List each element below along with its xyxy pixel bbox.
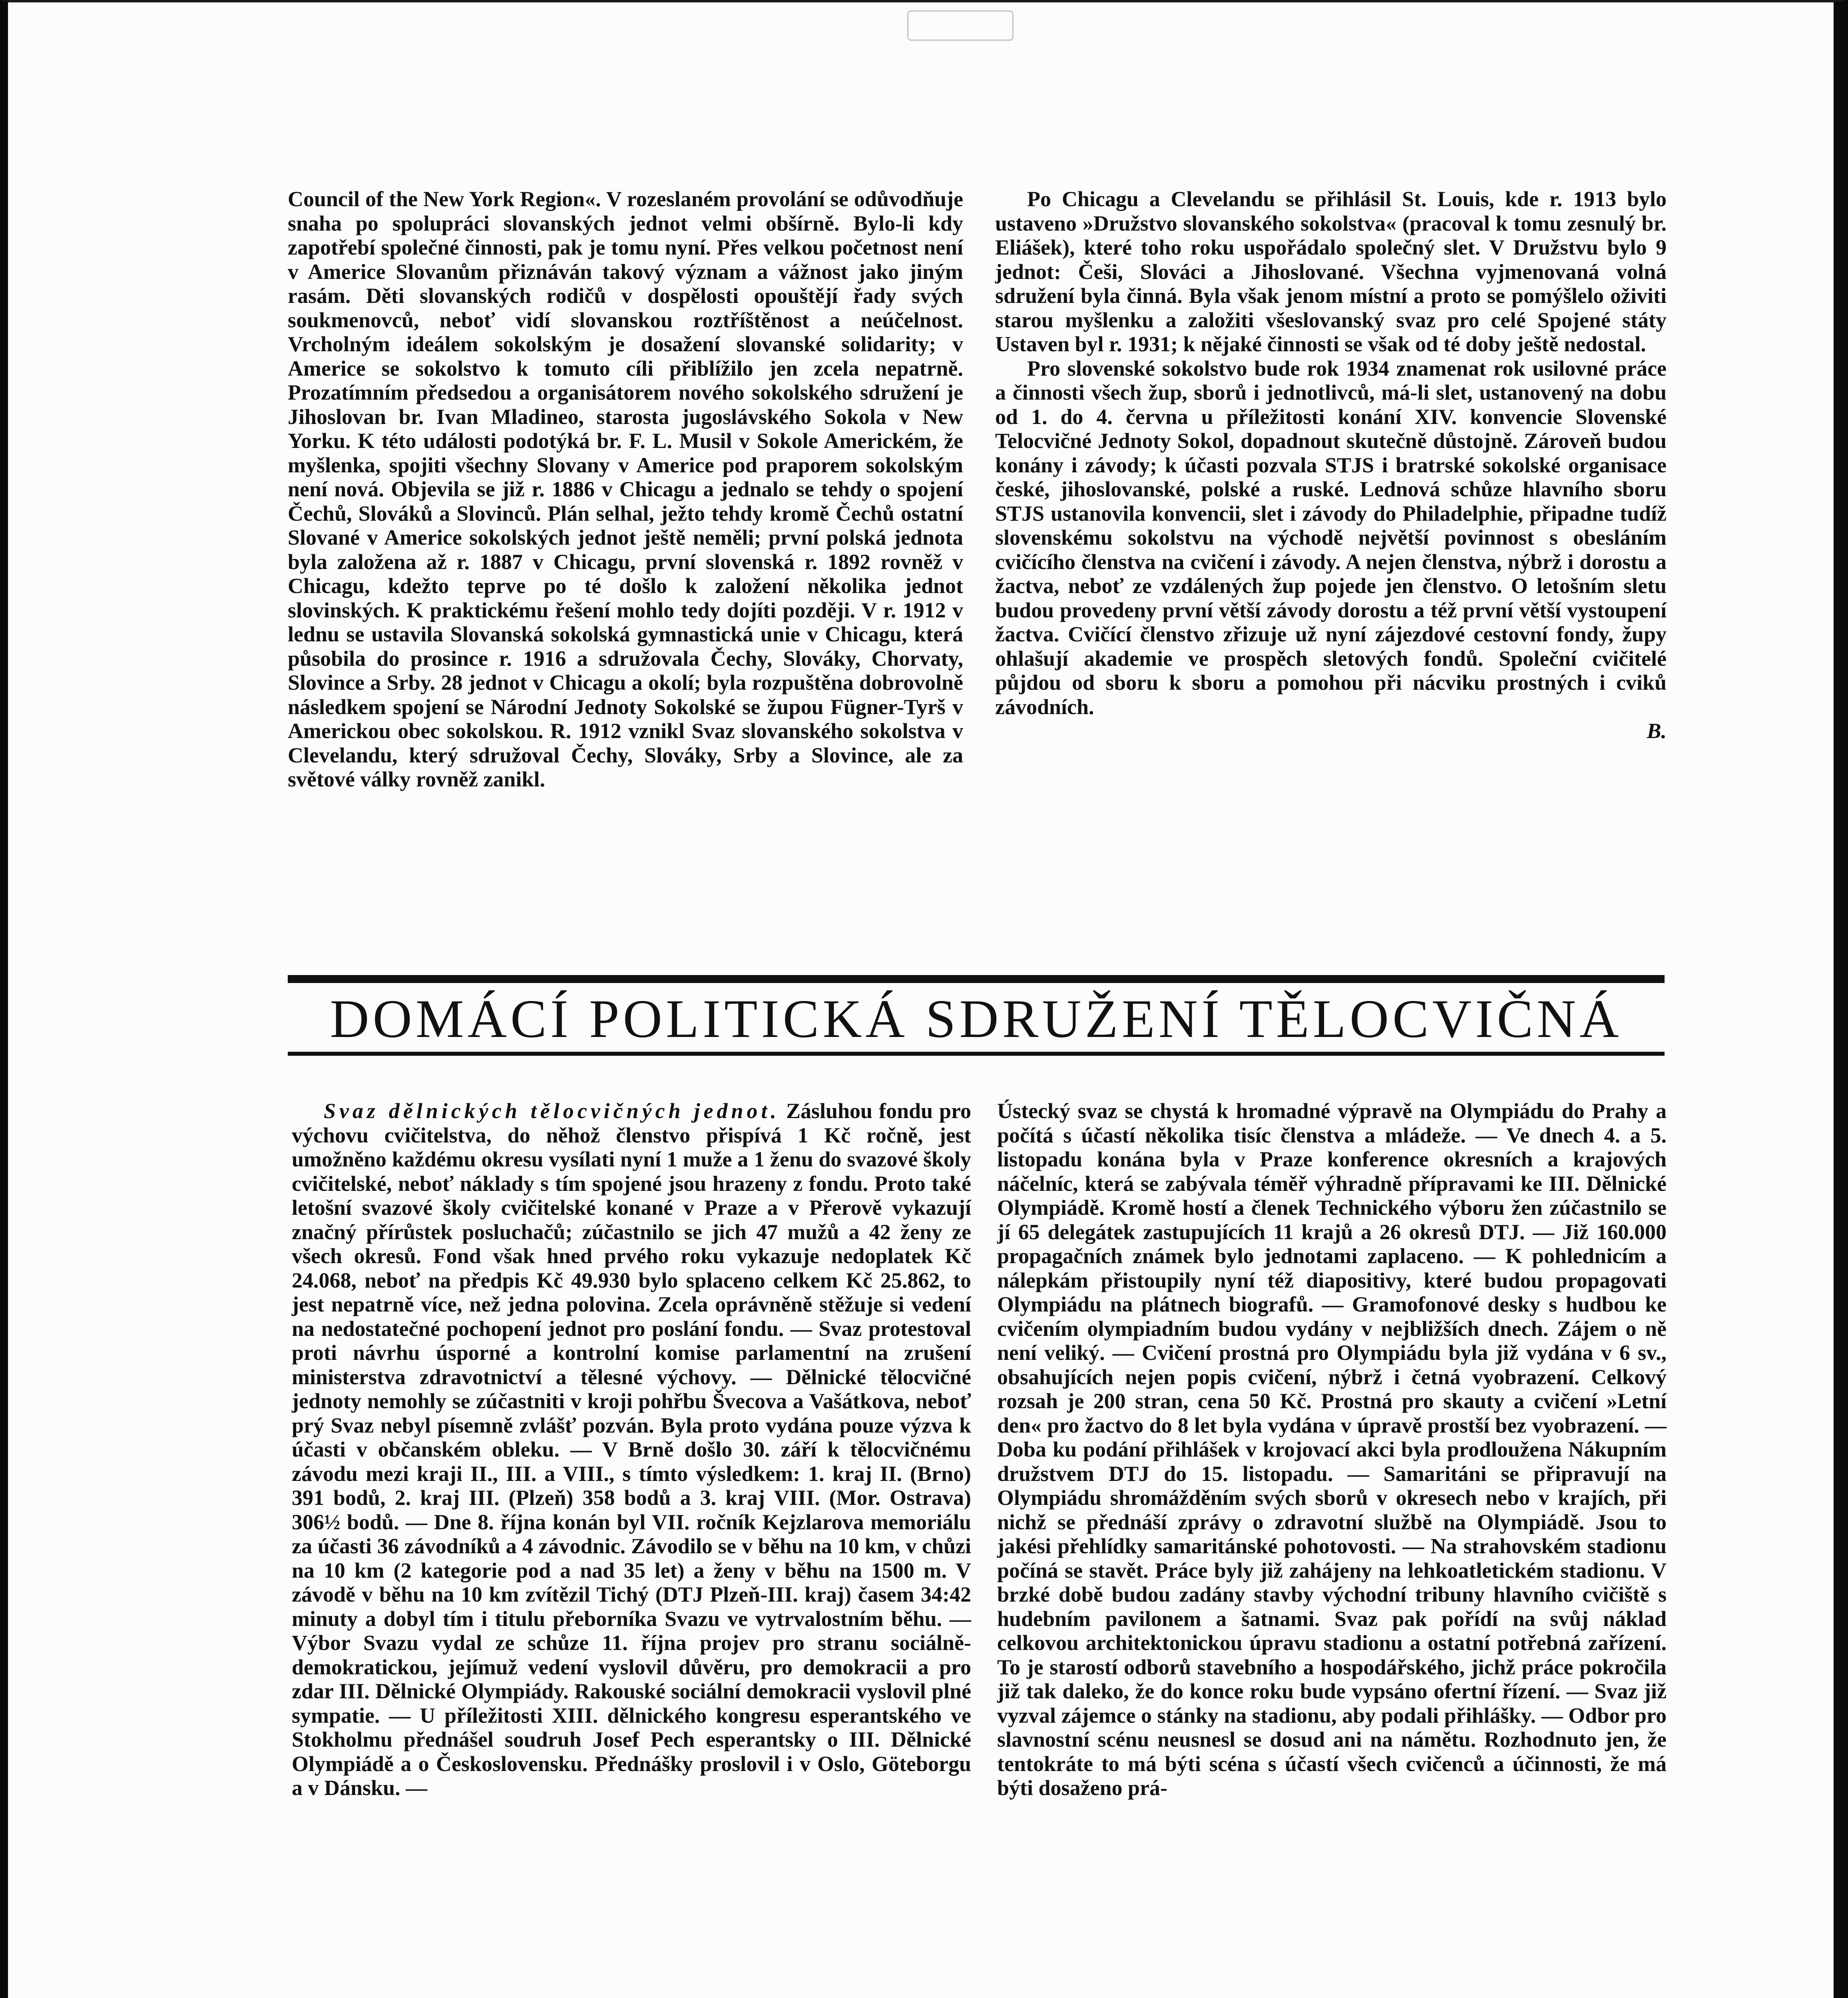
- article-signature: B.: [1647, 719, 1667, 743]
- article-paragraph-2: Pro slovenské sokolstvo bude rok 1934 znamenat rok usilovné práce a činnosti všech žup, sborů i jednotlivců, má-li slet, ustanovený na dobu od 1. do 4. června u příležitosti konání XIV. konvencie Slovenské Telocvičné Jednoty Sokol, dopadnout skutečně důstojně. Zároveň budou konány i závody; k účasti pozvala STJS i bratrské sokolské organisace české, jihoslovanské, polské a ruské. Lednová schůze hlavního sboru STJS ustanovila konvencii, slet i závody do Philadelphie, připadne tudíž slovenskému sokolstvu na východě největší povinnost s obesláním cvičícího členstva na cvičení i závody. A nejen členstva, nýbrž i dorostu a žactva, neboť ze vzdálených žup pojede jen členstvo. O letošním sletu budou provedeny první větší závody dorostu a též první větší vystoupení žactva. Cvičící členstvo zřizuje už nyní zájezdové cestovní fondy, župy ohlašují akademie ve prospěch sletových fondů. Společní cvičitelé půjdou od sboru k sboru a pomohou při nácviku prostných i cviků závodních.: [995, 356, 1667, 719]
- article-column-left: [288, 187, 963, 792]
- section-rule-bottom: [288, 1052, 1665, 1056]
- section-subheading: Svaz dělnických tělocvičných jednot.: [324, 1099, 780, 1123]
- section-column-right: [997, 1099, 1667, 1800]
- section-column-left: [292, 1099, 971, 1800]
- article-paragraph-1: Po Chicagu a Clevelandu se přihlásil St. Louis, kde r. 1913 bylo ustaveno »Družstvo slovanského sokolstva« (pracoval k tomu zesnulý br. Eliášek), které toho roku uspořádalo společný slet. V Družstvu bylo 9 jednot: Češi, Slováci a Jihoslované. Všechna vyjmenovaná volná sdružení byla činná. Byla však jenom místní a proto se pomýšlelo oživiti starou myšlenku a založiti všeslovanský svaz pro celé Spojené státy Ustaven byl r. 1931; k nějaké činnosti se však od té doby ještě nedostal.: [995, 187, 1667, 356]
- section-body-left: Zásluhou fondu pro výchovu cvičitelstva, do něhož členstvo přispívá 1 Kč ročně, jest umožněno každému okresu vysílati nyní 1 muže a 1 ženu do svazové školy cvičitelské, neboť náklady s tím spojené jsou hrazeny z fondu. Proto také letošní svazové školy cvičitelské konané v Praze a v Přerově vykazují značný přírůstek posluchačů; zúčastnilo se jich 47 mužů a 42 ženy ze všech okresů. Fond však hned prvého roku vykazuje nedoplatek Kč 24.068, neboť na předpis Kč 49.930 bylo splaceno celkem Kč 25.862, to jest nepatrně více, než jedna polovina. Zcela oprávněně stěžuje si vedení na nedostatečné pochopení jednot pro poslání fondu. — Svaz protestoval proti návrhu úsporné a kontrolní komise parlamentní na zrušení ministerstva zdravotnictví a tělesné výchovy. — Dělnické tělocvičné jednoty nemohly se zúčastniti v kroji pohřbu Švecova a Vašátkova, neboť prý Svaz nebyl písemně zvlášť pozván. Byla proto vydána pouze výzva k účasti v občanském obleku. — V Brně došlo 30. září k tělocvičnému závodu mezi kraji II., III. a VIII., s tímto výsledkem: 1. kraj II. (Brno) 391 bodů, 2. kraj III. (Plzeň) 358 bodů a 3. kraj VIII. (Mor. Ostrava) 306½ bodů. — Dne 8. října konán byl VII. ročník Kejzlarova memoriálu za účasti 36 závodníků a 4 závodnic. Závodilo se v běhu na 10 km, v chůzi na 10 km (2 kategorie pod a nad 35 let) a ženy v běhu na 1500 m. V závodě v běhu na 10 km zvítězil Tichý (DTJ Plzeň-III. kraj) časem 34:42 minuty a dobyl tím i titulu přeborníka Svazu ve vytrvalostním běhu. — Výbor Svazu vydal ze schůze 11. října projev pro stranu sociálně-demokratickou, jejímuž vedení vyslovil důvěru, pro demokracii a pro zdar III. Dělnické Olympiády. Rakouské sociální demokracii vyslovil plné sympatie. — U příležitosti XIII. dělnického kongresu esperantského ve Stokholmu přednášel soudruh Josef Pech esperantsky o III. Dělnické Olympiádě a o Československu. Přednášky proslovil i v Oslo, Göteborgu a v Dánsku. —: [292, 1099, 971, 1800]
- article-text-left: Council of the New York Region«. V rozeslaném provolání se odůvodňuje snaha po spolupráci slovanských jednot velmi obšírně. Bylo-li kdy zapotřebí společné činnosti, pak je tomu nyní. Přes velkou početnost není v Americe Slovanům přiznáván takový význam a vážnost jako jiným rasám. Děti slovanských rodičů v dospělosti opouštějí řady svých soukmenovců, neboť vidí slovanskou roztříštěnost a neúčelnost. Vrcholným ideálem sokolským je dosažení slovanské solidarity; v Americe se sokolstvo k tomuto cíli přiblížilo jen zcela nepatrně. Prozatímním předsedou a organisátorem nového sokolského sdružení je Jihoslovan br. Ivan Mladineo, starosta jugoslávského Sokola v New Yorku. K této události podotýká br. F. L. Musil v Sokole Americkém, že myšlenka, spojiti všechny Slovany v Americe pod praporem sokolským není nová. Objevila se již r. 1886 v Chicagu a jednalo se tehdy o spojení Čechů, Slováků a Slovinců. Plán selhal, ježto tehdy kromě Čechů ostatní Slované v Americe sokolských jednot ještě neměli; první polská jednota byla založena až r. 1887 v Chicagu, první slovenská r. 1892 rovněž v Chicagu, kdežto teprve po té došlo k založení několika jednot slovinských. K praktickému řešení mohlo tedy dojíti později. V r. 1912 v lednu se ustavila Slovanská sokolská gymnastická unie v Chicagu, která působila do prosince r. 1916 a sdružovala Čechy, Slováky, Chorvaty, Slovince a Srby. 28 jednot v Chicagu a okolí; byla rozpuštěna dobrovolně následkem spojení se Národní Jednoty Sokolské se župou Fügner-Tyrš v Americkou obec sokolskou. R. 1912 vznikl Svaz slovanského sokolstva v Clevelandu, který sdružoval Čechy, Slováky, Srby a Slovince, ale za světové války rovněž zanikl.: [288, 187, 963, 791]
- section-text-left: [292, 1099, 971, 1800]
- section-text-right: Ústecký svaz se chystá k hromadné výpravě na Olympiádu do Prahy a počítá s účastí několika tisíc členstva a mládeže. — Ve dnech 4. a 5. listopadu konána byla v Praze konference okresních a krajových náčelníc, která se zabývala téměř výhradně přípravami ke III. Dělnické Olympiádě. Kromě hostí a členek Technického výboru žen zúčastnilo se jí 65 delegátek zastupujících 11 krajů a 26 okresů DTJ. — Již 160.000 propagačních známek bylo jednotami zaplaceno. — K pohlednicím a nálepkám přistoupily nyní též diapositivy, které budou propagovati Olympiádu na plátnech biografů. — Gramofonové desky s hudbou ke cvičením olympiadním budou vydány v nejbližších dnech. Zájem o ně není veliký. — Cvičení prostná pro Olympiádu byla již vydána v 6 sv., obsahujících nejen popis cvičení, nýbrž i četná vyobrazení. Celkový rozsah je 200 stran, cena 50 Kč. Prostná pro skauty a cvičení »Letní den« pro žactvo do 8 let byla vydána v úpravě prostší bez vyobrazení. — Doba ku podání přihlášek v krojovací akci byla prodloužena Nákupním družstvem DTJ do 15. listopadu. — Samaritáni se připravují na Olympiádu shromážděním svých sborů v okresech nebo v krajích, při nichž se přednáší zprávy o zdravotní službě na Olympiádě. Jsou to jakési přehlídky samaritánské pohotovosti. — Na strahovském stadionu počíná se stavět. Práce byly již zahájeny na lehkoatletickém stadionu. V brzké době budou zadány stavby východní tribuny hlavního cvičiště s hudebním pavilonem a šatnami. Svaz pak pořídí na svůj náklad celkovou architektonickou úpravu stadionu a ostatní potřebná zařízení. To je starostí odborů stavebního a hospodářského, jichž práce pokročila již tak daleko, že do konce roku bude vypsáno ofertní řízení. — Svaz již vyzval zájemce o stánky na stadionu, aby podali přihlášky. — Odbor pro slavnostní scénu neusnesl se dosud ani na námětu. Rozhodnuto jen, že tentokráte to má býti scéna s účastí všech cvičenců a účinnosti, že má býti dosaženo prá-: [997, 1099, 1667, 1800]
- article-column-right: [995, 187, 1667, 743]
- section-rule-top: [288, 975, 1665, 983]
- scan-artifact: [907, 10, 1014, 41]
- section-heading: DOMÁCÍ POLITICKÁ SDRUŽENÍ TĚLOCVIČNÁ: [330, 989, 1623, 1049]
